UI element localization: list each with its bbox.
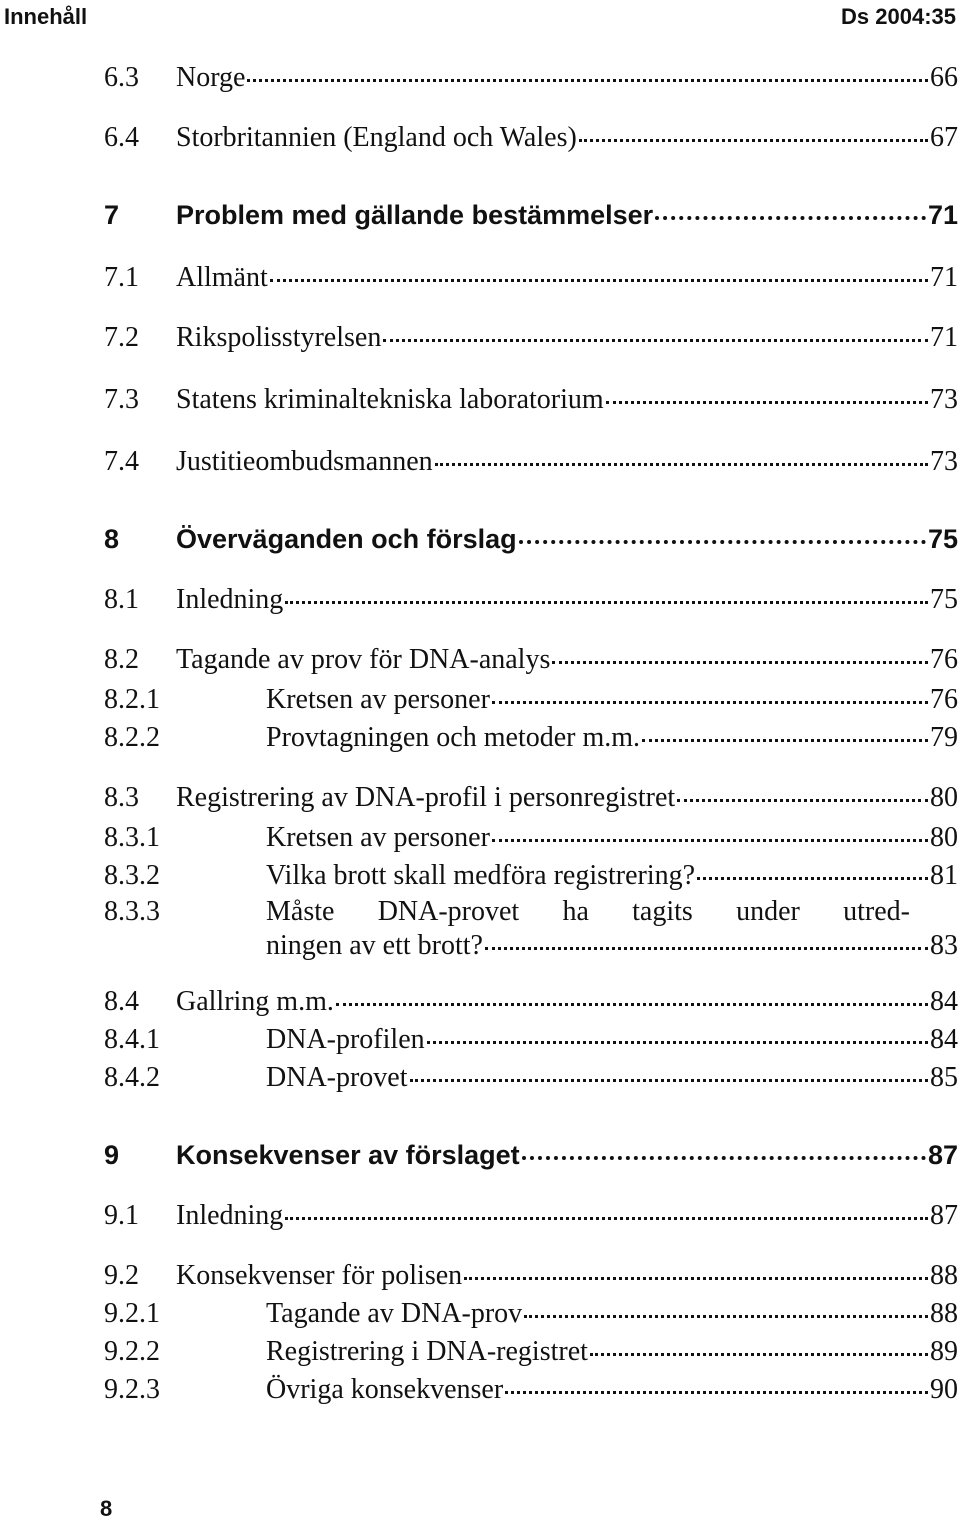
toc-entry-8-2-2[interactable] (104, 722, 958, 766)
toc-page: 81 (930, 860, 958, 891)
toc-title-word: tagits (632, 896, 693, 927)
toc-leader (492, 839, 928, 842)
toc-title: Allmänt (176, 262, 268, 293)
toc-page: 73 (930, 384, 958, 415)
toc-leader (642, 739, 928, 742)
toc-page: 73 (930, 446, 958, 477)
toc-number: 7 (104, 200, 120, 230)
toc-title: Konsekvenser av förslaget (176, 1140, 520, 1170)
toc-title: Norge (176, 62, 246, 93)
toc-title-word: ha (562, 896, 589, 927)
toc-leader (285, 601, 928, 604)
toc-leader (552, 661, 928, 664)
toc-number: 9.2.3 (104, 1374, 160, 1405)
toc-title: Justitieombudsmannen (176, 446, 433, 477)
toc-number: 8.3.1 (104, 822, 160, 853)
toc-page: 90 (930, 1374, 958, 1405)
toc-page: 87 (927, 1140, 958, 1170)
toc-title: Vilka brott skall medföra registrering? (266, 860, 696, 891)
toc-number: 9 (104, 1140, 120, 1170)
toc-page: 80 (930, 782, 958, 813)
toc-number: 6.4 (104, 122, 139, 153)
toc-title: Storbritannien (England och Wales) (176, 122, 577, 153)
toc-number: 7.1 (104, 262, 139, 293)
toc-number: 8.2 (104, 644, 139, 675)
page-number: 8 (100, 1496, 113, 1521)
toc-page: 76 (930, 644, 958, 675)
toc-page: 66 (930, 62, 958, 93)
toc-number: 6.3 (104, 62, 139, 93)
toc-number: 8.2.1 (104, 684, 160, 715)
toc-title-line-1 (266, 896, 910, 928)
toc-leader (677, 799, 928, 802)
toc-number: 7.4 (104, 446, 139, 477)
toc-number: 8.3.2 (104, 860, 160, 891)
toc-chapter-9[interactable] (104, 1140, 958, 1184)
toc-entry-7-4[interactable] (104, 446, 958, 490)
toc-number: 8.3.3 (104, 896, 160, 927)
toc-number: 9.2.1 (104, 1298, 160, 1329)
toc-leader (435, 463, 928, 466)
toc-leader (464, 1277, 928, 1280)
toc-title-word: DNA-provet (377, 896, 520, 927)
toc-page: 88 (930, 1260, 958, 1291)
toc-entry-7-3[interactable] (104, 384, 958, 428)
toc-entry-8-3-3[interactable] (104, 896, 910, 928)
toc-leader (522, 1156, 926, 1160)
toc-title: Tagande av DNA-prov (266, 1298, 523, 1329)
toc-title: Övriga konsekvenser (266, 1374, 504, 1405)
toc-leader (485, 947, 928, 950)
toc-leader (697, 877, 928, 880)
toc-leader (383, 339, 928, 342)
toc-entry-7-1[interactable] (104, 262, 958, 306)
toc-chapter-7[interactable] (104, 200, 958, 244)
toc-entry-6-4[interactable] (104, 122, 958, 166)
toc-leader (590, 1353, 928, 1356)
toc-entry-9-2-3[interactable] (104, 1374, 958, 1418)
toc-page: 84 (930, 1024, 958, 1055)
toc-leader (524, 1315, 928, 1318)
toc-number: 8.4.2 (104, 1062, 160, 1093)
toc-leader (285, 1217, 928, 1220)
toc-number: 9.2.2 (104, 1336, 160, 1367)
toc-chapter-8[interactable] (104, 524, 958, 568)
toc-title: Inledning (176, 1200, 284, 1231)
toc-page: 71 (930, 322, 958, 353)
toc-page: 71 (930, 262, 958, 293)
toc-title: Överväganden och förslag (176, 524, 517, 554)
toc-title: Rikspolisstyrelsen (176, 322, 382, 353)
toc-page: 84 (930, 986, 958, 1017)
toc-title-word: under (736, 896, 800, 927)
toc-title: Inledning (176, 584, 284, 615)
running-header (0, 0, 960, 40)
toc-leader (606, 401, 928, 404)
header-document-id: Ds 2004:35 (841, 4, 956, 29)
toc-page: 75 (930, 584, 958, 615)
toc-page: 76 (930, 684, 958, 715)
toc-entry-8-1[interactable] (104, 584, 958, 628)
toc-page: 67 (930, 122, 958, 153)
toc-leader (505, 1391, 928, 1394)
toc-entry-8-3[interactable] (104, 782, 958, 826)
toc-page: 89 (930, 1336, 958, 1367)
toc-title: Provtagningen och metoder m.m. (266, 722, 641, 753)
toc-leader (270, 279, 928, 282)
toc-leader (519, 540, 926, 544)
toc-number: 8.2.2 (104, 722, 160, 753)
toc-number: 9.1 (104, 1200, 139, 1231)
toc-entry-8-4-2[interactable] (104, 1062, 958, 1106)
header-section-label: Innehåll (4, 4, 88, 29)
toc-leader (247, 79, 928, 82)
toc-leader (655, 216, 926, 220)
toc-number: 7.2 (104, 322, 139, 353)
toc-page: 85 (930, 1062, 958, 1093)
toc-page: 83 (930, 930, 958, 961)
toc-number: 7.3 (104, 384, 139, 415)
toc-entry-7-2[interactable] (104, 322, 958, 366)
toc-title: DNA-provet (266, 1062, 408, 1093)
toc-entry-9-1[interactable] (104, 1200, 958, 1244)
toc-entry-8-2[interactable] (104, 644, 958, 688)
toc-page: 75 (927, 524, 958, 554)
toc-title: Problem med gällande bestämmelser (176, 200, 654, 230)
toc-title: Kretsen av personer (266, 684, 490, 715)
toc-title: Konsekvenser för polisen (176, 1260, 463, 1291)
toc-title-line-2: ningen av ett brott? (266, 930, 483, 961)
toc-number: 8.3 (104, 782, 139, 813)
toc-leader (336, 1003, 928, 1006)
toc-leader (492, 701, 928, 704)
toc-title: Tagande av prov för DNA-analys (176, 644, 551, 675)
toc-number: 8.4 (104, 986, 139, 1017)
toc-title: Statens kriminaltekniska laboratorium (176, 384, 604, 415)
toc-title: DNA-profilen (266, 1024, 425, 1055)
toc-leader (427, 1041, 928, 1044)
toc-leader (579, 139, 928, 142)
toc-number: 9.2 (104, 1260, 139, 1291)
toc-title-word: Måste (266, 896, 335, 927)
toc-page: 71 (927, 200, 958, 230)
toc-title: Gallring m.m. (176, 986, 334, 1017)
toc-title-word: utred- (843, 896, 910, 927)
toc-title: Kretsen av personer (266, 822, 490, 853)
toc-number: 8 (104, 524, 120, 554)
toc-number: 8.4.1 (104, 1024, 160, 1055)
toc-page: 88 (930, 1298, 958, 1329)
toc-page: 79 (930, 722, 958, 753)
toc-entry-6-3[interactable] (104, 62, 958, 106)
toc-number: 8.1 (104, 584, 139, 615)
toc-page: 80 (930, 822, 958, 853)
toc-title: Registrering i DNA-registret (266, 1336, 588, 1367)
toc-leader (410, 1079, 928, 1082)
toc-page: 87 (930, 1200, 958, 1231)
toc-entry-8-3-3-continuation[interactable] (266, 930, 958, 974)
toc-title: Registrering av DNA-profil i personregistret (176, 782, 676, 813)
